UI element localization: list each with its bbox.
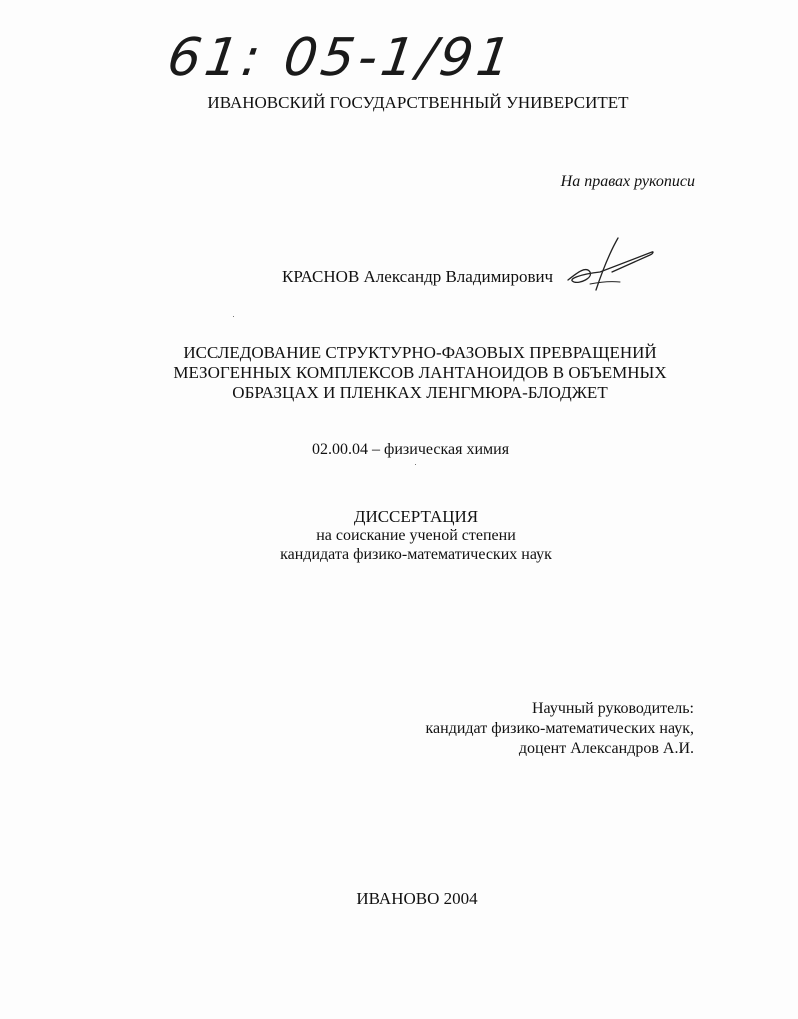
city-year: ИВАНОВО 2004: [356, 889, 478, 908]
advisor-degree: кандидат физико-математических наук,: [425, 720, 694, 737]
dissertation-title: [150, 343, 690, 403]
degree-line-1: на соискание ученой степени: [316, 527, 516, 544]
degree-line-2: кандидата физико-математических наук: [280, 546, 552, 563]
title-line: ИССЛЕДОВАНИЕ СТРУКТУРНО-ФАЗОВЫХ ПРЕВРАЩЕНИЙ: [183, 343, 657, 362]
author-name: КРАСНОВ Александр Владимирович: [282, 267, 554, 286]
specialty-code: 02.00.04 – физическая химия: [312, 441, 510, 458]
university-name: ИВАНОВСКИЙ ГОСУДАРСТВЕННЫЙ УНИВЕРСИТЕТ: [207, 93, 629, 112]
manuscript-rights-note: На правах рукописи: [560, 173, 695, 190]
scan-speck: [415, 464, 416, 465]
title-line: ОБРАЗЦАХ И ПЛЕНКАХ ЛЕНГМЮРА-БЛОДЖЕТ: [232, 383, 608, 402]
advisor-label: Научный руководитель:: [531, 700, 694, 717]
title-line: МЕЗОГЕННЫХ КОМПЛЕКСОВ ЛАНТАНОИДОВ В ОБЪЕМНЫХ: [173, 363, 667, 382]
advisor-name: доцент Александров А.И.: [518, 740, 694, 757]
archive-number-handwritten: 61: 05-1/91: [163, 28, 519, 88]
dissertation-heading: ДИССЕРТАЦИЯ: [353, 507, 479, 526]
signature-icon: [560, 232, 660, 296]
scan-speck: [233, 316, 234, 317]
